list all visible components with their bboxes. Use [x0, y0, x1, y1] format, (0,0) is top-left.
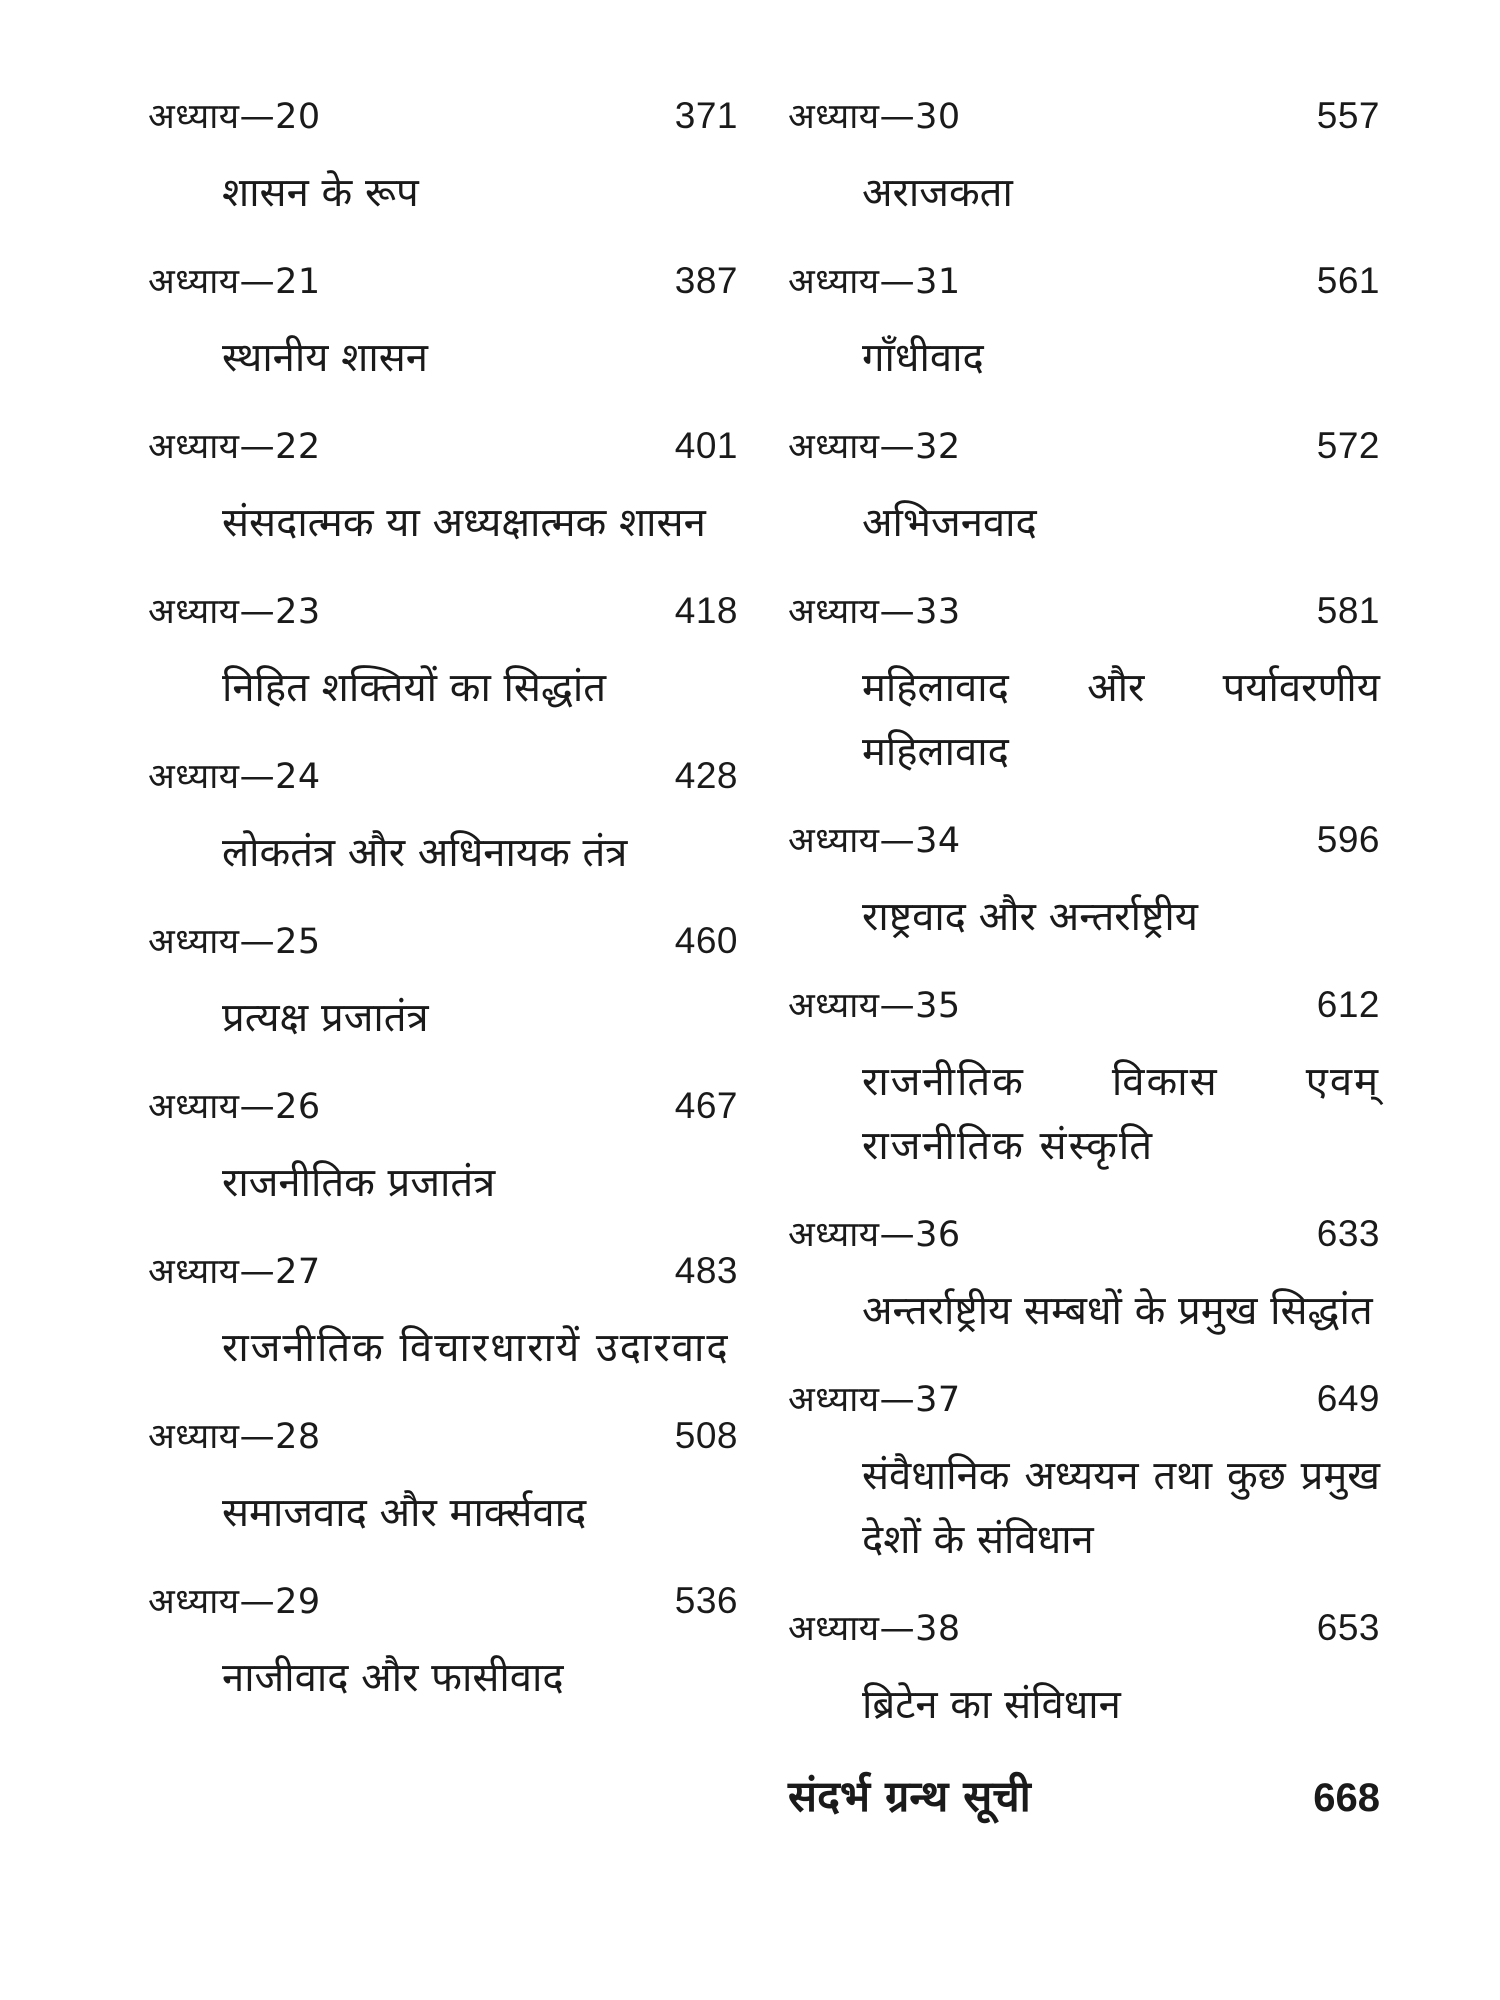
chapter-title: प्रत्यक्ष प्रजातंत्र: [222, 995, 429, 1041]
chapter-number: अध्याय—30: [788, 97, 961, 137]
page-number: 581: [1316, 590, 1380, 631]
page-number: 467: [674, 1085, 738, 1126]
page-number: 633: [1316, 1213, 1380, 1254]
chapter-heading: [148, 1243, 738, 1300]
bibliography-entry: [788, 1765, 1380, 1830]
page-number: 596: [1316, 819, 1380, 860]
page-number: 508: [674, 1415, 738, 1456]
chapter-number: अध्याय—23: [148, 592, 321, 632]
chapter-number: अध्याय—32: [788, 427, 961, 467]
chapter-number: अध्याय—31: [788, 262, 961, 302]
chapter-heading: [148, 1078, 738, 1135]
page-number: 418: [674, 590, 738, 631]
chapter-heading: [788, 88, 1380, 145]
toc-entry: [788, 253, 1380, 390]
chapter-heading: [788, 1371, 1380, 1428]
toc-column-left: [148, 88, 738, 1738]
chapter-title: राष्ट्रवाद और अन्तर्राष्ट्रीय: [862, 894, 1198, 940]
chapter-number: अध्याय—37: [788, 1380, 961, 1420]
toc-entry: [148, 1573, 738, 1710]
toc-entry: [788, 977, 1380, 1178]
chapter-heading: [788, 583, 1380, 640]
chapter-title: महिलावाद और पर्यावरणीय महिलावाद: [862, 665, 1380, 775]
chapter-title: संवैधानिक अध्ययन तथा कुछ प्रमुख देशों के संविधान: [862, 1453, 1380, 1563]
chapter-heading: [788, 977, 1380, 1034]
chapter-number: अध्याय—21: [148, 262, 321, 302]
toc-entry: [788, 1600, 1380, 1737]
chapter-heading: [148, 583, 738, 640]
toc-entry: [148, 88, 738, 225]
toc-entry: [148, 748, 738, 885]
chapter-number: अध्याय—25: [148, 922, 321, 962]
chapter-heading: [148, 253, 738, 310]
chapter-number: अध्याय—22: [148, 427, 321, 467]
chapter-number: अध्याय—29: [148, 1582, 321, 1622]
bibliography-label: संदर्भ ग्रन्थ सूची: [788, 1772, 1031, 1822]
toc-entry: [148, 1408, 738, 1545]
page-number: 572: [1316, 425, 1380, 466]
chapter-number: अध्याय—20: [148, 97, 321, 137]
chapter-heading: [788, 418, 1380, 475]
toc-entry: [148, 913, 738, 1050]
page-number: 561: [1316, 260, 1380, 301]
chapter-title: संसदात्मक या अध्यक्षात्मक शासन: [222, 500, 706, 546]
page-number: 371: [674, 95, 738, 136]
toc-entry: [788, 583, 1380, 784]
chapter-title: निहित शक्तियों का सिद्धांत: [222, 665, 607, 711]
page-number: 536: [674, 1580, 738, 1621]
toc-entry: [788, 1371, 1380, 1572]
chapter-heading: [148, 1573, 738, 1630]
chapter-heading: [788, 812, 1380, 869]
toc-entry: [148, 583, 738, 720]
page-number: 401: [674, 425, 738, 466]
chapter-title: अराजकता: [862, 170, 1013, 216]
chapter-number: अध्याय—28: [148, 1417, 321, 1457]
page-number: 483: [674, 1250, 738, 1291]
toc-entry: [788, 88, 1380, 225]
chapter-number: अध्याय—34: [788, 821, 961, 861]
chapter-title: अन्तर्राष्ट्रीय सम्बधों के प्रमुख सिद्धांत: [862, 1288, 1373, 1334]
chapter-title: राजनीतिक प्रजातंत्र: [222, 1160, 496, 1206]
page-number: 557: [1316, 95, 1380, 136]
chapter-title: समाजवाद और मार्क्सवाद: [222, 1490, 587, 1536]
chapter-heading: [788, 253, 1380, 310]
chapter-heading: [148, 913, 738, 970]
chapter-heading: [148, 88, 738, 145]
page-number: 460: [674, 920, 738, 961]
chapter-title: स्थानीय शासन: [222, 335, 428, 381]
chapter-title: लोकतंत्र और अधिनायक तंत्र: [222, 830, 628, 876]
chapter-number: अध्याय—24: [148, 757, 321, 797]
toc-entry: [148, 1078, 738, 1215]
chapter-number: अध्याय—27: [148, 1252, 321, 1292]
chapter-title: नाजीवाद और फासीवाद: [222, 1655, 564, 1701]
chapter-title: शासन के रूप: [222, 170, 419, 216]
chapter-title: राजनीतिक विचारधारायें उदारवाद: [222, 1325, 730, 1371]
toc-column-right: [788, 88, 1380, 1830]
chapter-number: अध्याय—36: [788, 1215, 961, 1255]
bibliography-page-number: 668: [1313, 1776, 1380, 1820]
page-number: 653: [1316, 1607, 1380, 1648]
toc-entry: [788, 812, 1380, 949]
page-number: 387: [674, 260, 738, 301]
chapter-heading: [148, 1408, 738, 1465]
chapter-heading: [148, 418, 738, 475]
chapter-heading: [148, 748, 738, 805]
toc-entry: [148, 1243, 738, 1380]
toc-entry: [788, 418, 1380, 555]
page-number: 649: [1316, 1378, 1380, 1419]
chapter-number: अध्याय—26: [148, 1087, 321, 1127]
chapter-number: अध्याय—35: [788, 986, 961, 1026]
toc-entry: [788, 1206, 1380, 1343]
toc-entry: [148, 418, 738, 555]
page-number: 612: [1316, 984, 1380, 1025]
chapter-title: राजनीतिक विकास एवम् राजनीतिक संस्कृति: [862, 1059, 1380, 1169]
chapter-title: अभिजनवाद: [862, 500, 1037, 546]
chapter-heading: [788, 1600, 1380, 1657]
page-number: 428: [674, 755, 738, 796]
chapter-title: गाँधीवाद: [862, 335, 984, 381]
chapter-heading: [788, 1206, 1380, 1263]
chapter-title: ब्रिटेन का संविधान: [862, 1682, 1121, 1728]
chapter-number: अध्याय—38: [788, 1609, 961, 1649]
toc-entry: [148, 253, 738, 390]
chapter-number: अध्याय—33: [788, 592, 961, 632]
